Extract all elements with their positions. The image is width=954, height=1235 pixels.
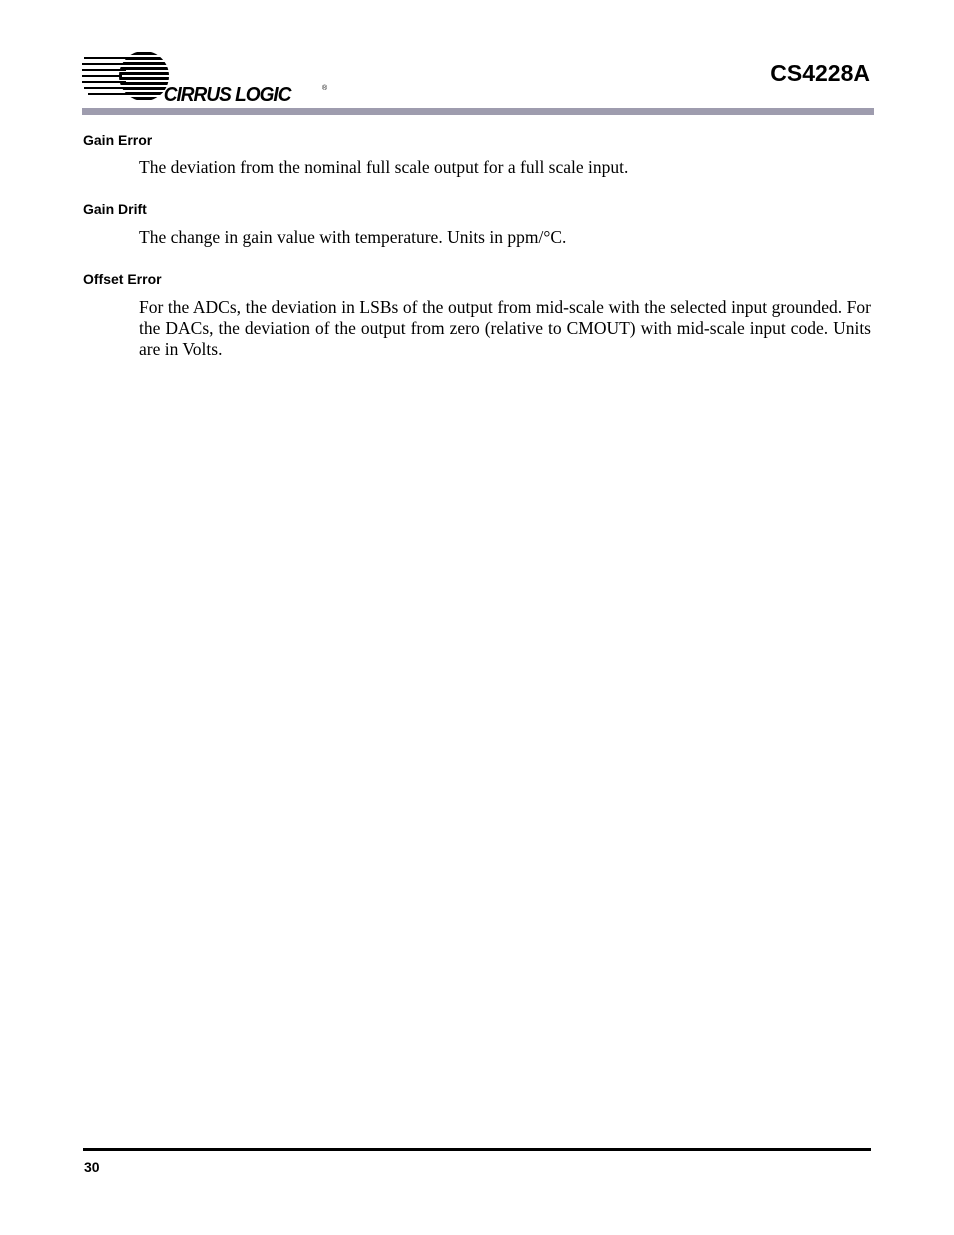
registered-mark: ® — [322, 85, 328, 92]
section-gain-drift — [83, 200, 871, 248]
document-id: CS4228A — [770, 60, 870, 86]
section-heading: Gain Drift — [83, 201, 147, 217]
section-body: The change in gain value with temperature. Units in ppm/°C. — [139, 227, 567, 247]
footer-rule — [83, 1148, 871, 1151]
section-body: The deviation from the nominal full scale output for a full scale input. — [139, 157, 629, 177]
section-heading: Gain Error — [83, 132, 153, 148]
section-heading: Offset Error — [83, 271, 162, 287]
section-gain-error — [83, 131, 871, 178]
header-rule — [82, 108, 874, 115]
cirrus-logic-logo — [82, 50, 332, 104]
section-offset-error — [83, 270, 871, 360]
logo-wordmark: CIRRUS LOGIC — [163, 83, 291, 104]
page-number: 30 — [84, 1159, 100, 1175]
section-body: For the ADCs, the deviation in LSBs of the output from mid-scale with the selected input grounded. For the DACs, the deviation of the output from zero (relative to CMOUT) with mid-scale input code. Units are in Volts. — [139, 297, 871, 359]
